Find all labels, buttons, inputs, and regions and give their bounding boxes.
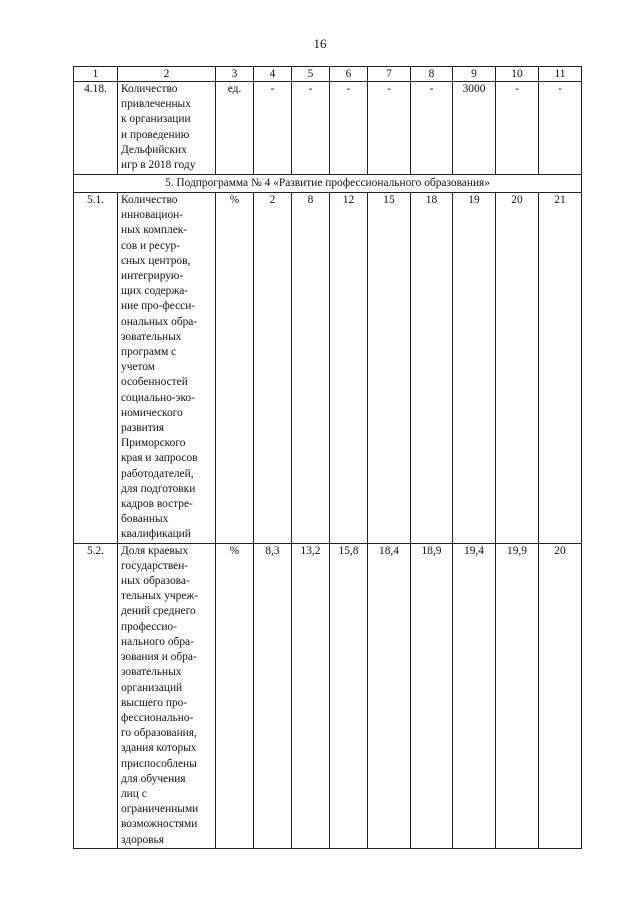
table-row: [74, 543, 582, 848]
column-header-row: [74, 67, 582, 82]
column-header: 5: [292, 67, 330, 82]
value-cell: 13,2: [292, 543, 330, 848]
indicator-name: Доля краевых государствен- ных образова- тельных учреж- дений среднего профессио- нального обра- зования и обра- зовательных организаций высшего про- фессионально- го образования, здания которых приспособлены для обучения лиц с ограниченными возможностями здоровья: [118, 543, 216, 848]
column-header: 4: [254, 67, 292, 82]
row-number: 5.1.: [74, 193, 118, 544]
unit-cell: %: [216, 543, 254, 848]
value-cell: -: [368, 82, 411, 175]
column-header: 3: [216, 67, 254, 82]
value-cell: -: [411, 82, 453, 175]
unit-cell: ед.: [216, 82, 254, 175]
indicator-name: Количество привлеченных к организации и проведению Дельфийских игр в 2018 году: [118, 82, 216, 175]
column-header: 11: [539, 67, 582, 82]
value-cell: 20: [496, 193, 539, 544]
section-title: 5. Подпрограмма № 4 «Развитие профессионального образования»: [74, 175, 582, 193]
row-number: 4.18.: [74, 82, 118, 175]
value-cell: 18,9: [411, 543, 453, 848]
value-cell: 15: [368, 193, 411, 544]
value-cell: 20: [539, 543, 582, 848]
value-cell: 2: [254, 193, 292, 544]
value-cell: 8: [292, 193, 330, 544]
value-cell: -: [292, 82, 330, 175]
table-row: [74, 193, 582, 544]
value-cell: 15,8: [330, 543, 368, 848]
page-number: 16: [313, 36, 327, 51]
indicator-name: Количество инновацион- ных комплек- сов и ресур- сных центров, интегрирую- щих содержа- ние про-фесси- ональных обра- зовательных программ с учетом особенностей социально-эко- номического развития Приморского края и запросов работодателей, для подготовки кадров востре- бованных квалификаций: [118, 193, 216, 544]
table-row: [74, 82, 582, 175]
value-cell: 19,9: [496, 543, 539, 848]
column-header: 9: [453, 67, 496, 82]
column-header: 2: [118, 67, 216, 82]
row-number: 5.2.: [74, 543, 118, 848]
unit-cell: %: [216, 193, 254, 544]
column-header: 1: [74, 67, 118, 82]
value-cell: 19: [453, 193, 496, 544]
value-cell: 21: [539, 193, 582, 544]
value-cell: 3000: [453, 82, 496, 175]
value-cell: 19,4: [453, 543, 496, 848]
value-cell: 12: [330, 193, 368, 544]
value-cell: 18,4: [368, 543, 411, 848]
column-header: 10: [496, 67, 539, 82]
section-header-row: [74, 175, 582, 193]
indicators-table: [73, 66, 582, 849]
column-header: 7: [368, 67, 411, 82]
value-cell: 8,3: [254, 543, 292, 848]
value-cell: -: [330, 82, 368, 175]
value-cell: -: [539, 82, 582, 175]
value-cell: -: [496, 82, 539, 175]
column-header: 8: [411, 67, 453, 82]
column-header: 6: [330, 67, 368, 82]
value-cell: 18: [411, 193, 453, 544]
value-cell: -: [254, 82, 292, 175]
